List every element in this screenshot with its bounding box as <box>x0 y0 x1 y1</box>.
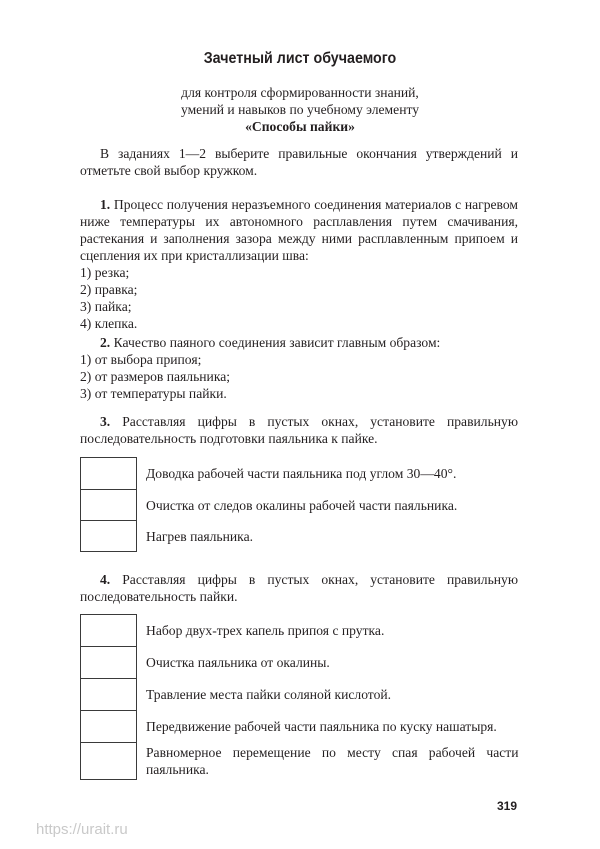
answer-option[interactable]: 3) от температуры пайки. <box>80 386 227 401</box>
question-body: Расставляя цифры в пустых окнах, установите правильную последовательность пайки. <box>80 572 518 604</box>
sequence-item: Травление места пайки соляной кислотой. <box>146 687 392 702</box>
question-4 <box>80 571 518 605</box>
sequence-table-q4 <box>80 614 519 780</box>
answer-box[interactable] <box>81 490 137 521</box>
answer-box[interactable] <box>81 458 137 490</box>
question-body: Расставляя цифры в пустых окнах, установите правильную последовательность подготовки паяльника к пайке. <box>80 414 518 446</box>
answer-option[interactable]: 1) от выбора припоя; <box>80 352 202 367</box>
page-title: Зачетный лист обучаемого <box>203 50 397 67</box>
question-number: 4. <box>100 572 111 587</box>
sequence-item: Очистка паяльника от окалины. <box>146 655 330 670</box>
instructions: В заданиях 1—2 выберите правильные окончания утверждений и отметьте свой выбор кружком. <box>80 146 518 178</box>
answer-box[interactable] <box>81 615 137 647</box>
question-2 <box>80 334 518 402</box>
answer-option[interactable]: 4) клепка. <box>80 316 138 331</box>
answer-box[interactable] <box>81 743 137 780</box>
question-3 <box>80 413 518 447</box>
answer-box[interactable] <box>81 711 137 743</box>
subtitle-topic: «Способы пайки» <box>245 119 355 134</box>
subtitle-line: умений и навыков по учебному элементу <box>180 102 420 117</box>
sequence-table-q3 <box>80 457 519 552</box>
question-text <box>80 334 518 351</box>
answer-option[interactable]: 2) правка; <box>80 282 138 297</box>
question-number: 3. <box>100 414 111 429</box>
sequence-item: Нагрев паяльника. <box>146 528 253 544</box>
question-number: 1. <box>100 197 111 212</box>
page-subtitle <box>0 84 600 135</box>
question-body: Качество паяного соединения зависит главным образом: <box>113 335 441 350</box>
answer-option[interactable]: 1) резка; <box>80 265 130 280</box>
answer-box[interactable] <box>81 521 137 552</box>
sequence-item: Очистка от следов окалины рабочей части паяльника. <box>146 497 458 513</box>
question-body: Процесс получения неразъемного соединения материалов с нагревом ниже температуры их автономного расплавления путем смачивания, растекания и заполнения зазора между ними расплавленным припоем и сцепления их при кристаллизации шва: <box>80 197 519 263</box>
sequence-item: Набор двух-трех капель припоя с прутка. <box>146 623 385 638</box>
answer-box[interactable] <box>81 679 137 711</box>
question-text <box>80 196 518 264</box>
question-1 <box>80 196 518 332</box>
sequence-item: Передвижение рабочей части паяльника по куску нашатыря. <box>146 719 497 734</box>
answer-option[interactable]: 2) от размеров паяльника; <box>80 369 231 384</box>
question-number: 2. <box>100 335 111 350</box>
subtitle-line: для контроля сформированности знаний, <box>181 85 419 100</box>
page-number: 319 <box>496 799 517 813</box>
answer-option[interactable]: 3) пайка; <box>80 299 132 314</box>
sequence-item: Доводка рабочей части паяльника под углом 30—40°. <box>146 466 457 481</box>
sequence-item: Равномерное перемещение по месту спая рабочей части паяльника. <box>146 745 519 777</box>
answer-box[interactable] <box>81 647 137 679</box>
watermark: https://urait.ru <box>36 821 128 838</box>
